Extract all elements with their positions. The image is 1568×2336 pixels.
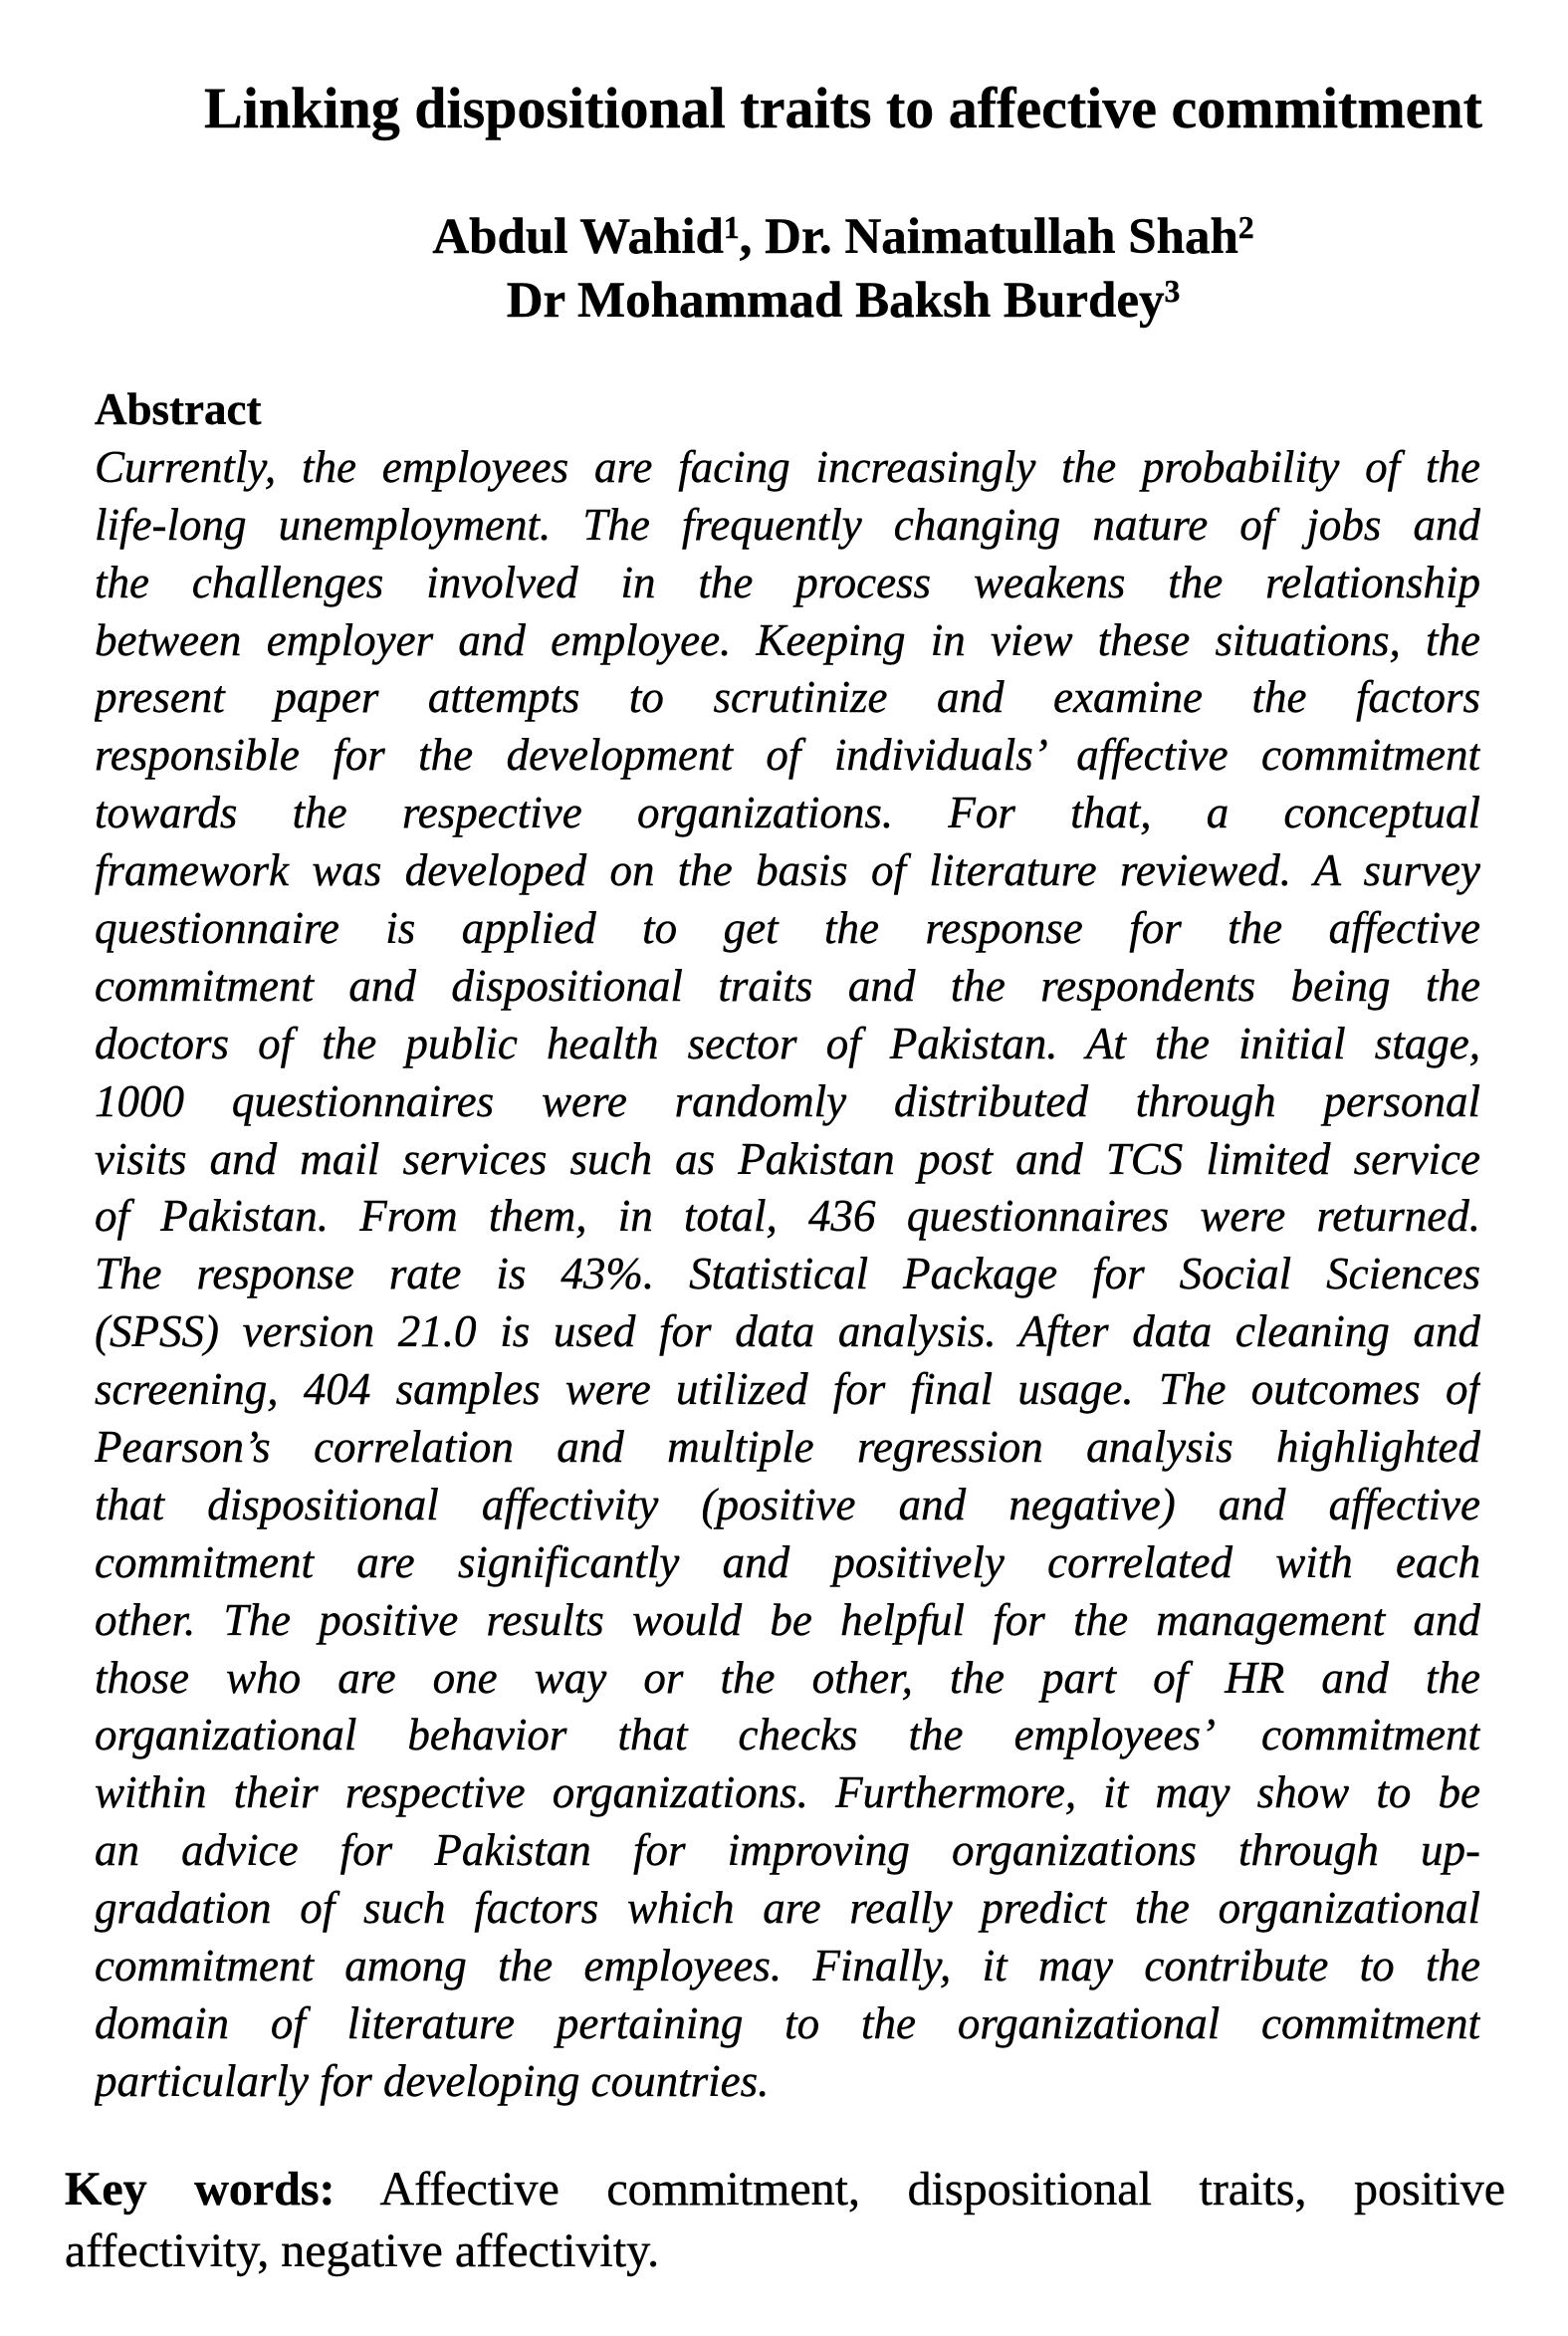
abstract-body [95, 439, 1480, 2111]
abstract-section [95, 381, 1480, 2111]
abstract-line: visits and mail services such as Pakistan post and TCS limited service [95, 1133, 1480, 1184]
abstract-line: an advice for Pakistan for improving organizations through up- [95, 1825, 1480, 1876]
abstract-line: those who are one way or the other, the part of HR and the [95, 1652, 1480, 1703]
abstract-line: present paper attempts to scrutinize and examine the factors [95, 672, 1480, 723]
author-affiliation-superscript: 2 [1237, 209, 1254, 245]
abstract-line: commitment are significantly and positively correlated with each [95, 1536, 1480, 1587]
authors-block [118, 205, 1568, 333]
abstract-line: 1000 questionnaires were randomly distributed through personal [95, 1075, 1480, 1126]
keywords-label: Key words: [65, 2163, 336, 2216]
abstract-line: of Pakistan. From them, in total, 436 questionnaires were returned. [95, 1191, 1480, 1242]
abstract-line: organizational behavior that checks the employees’ commitment [95, 1710, 1480, 1760]
author-name: Abdul Wahid [432, 209, 724, 265]
abstract-line: the challenges involved in the process weakens the relationship [95, 557, 1480, 607]
author-line-1 [118, 205, 1568, 269]
abstract-line: commitment and dispositional traits and the respondents being the [95, 960, 1480, 1011]
abstract-line: responsible for the development of individuals’ affective commitment [95, 730, 1480, 781]
abstract-heading: Abstract [95, 384, 262, 434]
keywords-line-1 [65, 2159, 1505, 2220]
abstract-line: domain of literature pertaining to the organizational commitment [95, 1997, 1480, 2048]
paper-title: Linking dispositional traits to affective commitment [204, 76, 1482, 140]
abstract-line: that dispositional affectivity (positive and negative) and affective [95, 1479, 1480, 1529]
author-name: , Dr. Naimatullah Shah [739, 209, 1238, 265]
author-affiliation-superscript: 3 [1164, 273, 1181, 309]
abstract-line: life-long unemployment. The frequently changing nature of jobs and [95, 499, 1480, 550]
abstract-line: between employer and employee. Keeping in view these situations, the [95, 614, 1480, 665]
abstract-line: doctors of the public health sector of Pakistan. At the initial stage, [95, 1018, 1480, 1068]
abstract-line: framework was developed on the basis of literature reviewed. A survey [95, 845, 1480, 896]
abstract-line: Currently, the employees are facing increasingly the probability of the [95, 441, 1480, 492]
abstract-line: commitment among the employees. Finally, it may contribute to the [95, 1941, 1480, 1991]
keywords-text: Affective commitment, dispositional traits, positive [335, 2163, 1505, 2216]
abstract-line: Pearson’s correlation and multiple regression analysis highlighted [95, 1422, 1480, 1473]
keywords-line-2: affectivity, negative affectivity. [65, 2224, 660, 2277]
author-affiliation-superscript: 1 [723, 209, 740, 245]
abstract-line: within their respective organizations. Furthermore, it may show to be [95, 1767, 1480, 1818]
abstract-line: The response rate is 43%. Statistical Package for Social Sciences [95, 1249, 1480, 1299]
abstract-line: gradation of such factors which are really predict the organizational [95, 1883, 1480, 1934]
abstract-line: towards the respective organizations. For that, a conceptual [95, 788, 1480, 838]
author-line-2 [118, 269, 1568, 333]
abstract-line: screening, 404 samples were utilized for final usage. The outcomes of [95, 1364, 1480, 1415]
abstract-line: particularly for developing countries. [95, 2055, 770, 2106]
abstract-line: (SPSS) version 21.0 is used for data analysis. After data cleaning and [95, 1306, 1480, 1357]
abstract-line: other. The positive results would be helpful for the management and [95, 1594, 1480, 1645]
abstract-line: questionnaire is applied to get the response for the affective [95, 903, 1480, 954]
keywords-paragraph [65, 2159, 1505, 2282]
author-name: Dr Mohammad Baksh Burdey [506, 273, 1165, 329]
